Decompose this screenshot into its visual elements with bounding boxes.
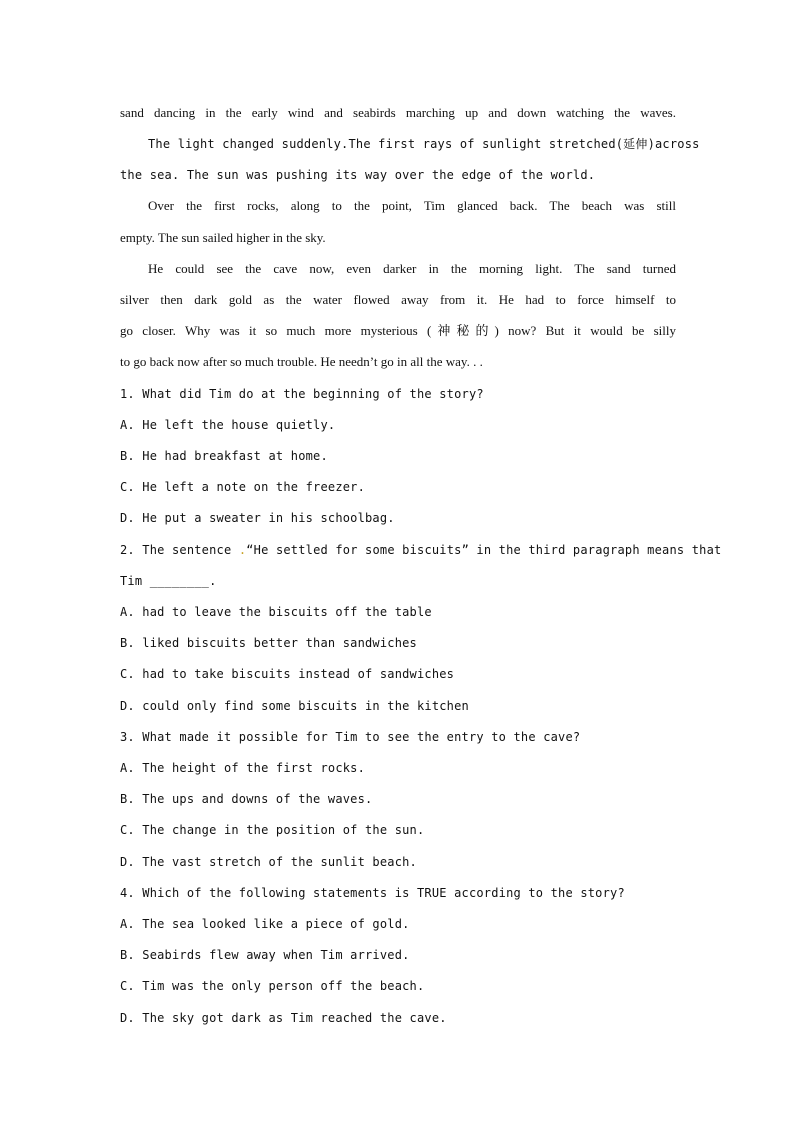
passage-line-9: to go back now after so much trouble. He needn’t go in all the way. . . (120, 354, 483, 369)
passage-line-7: silver then dark gold as the water flowed away from it. He had to force himself to (120, 292, 676, 307)
question-1-stem: 1. What did Tim do at the beginning of the story? (120, 387, 484, 401)
question-2-stem-mark: . (238, 543, 247, 557)
passage-line-8: go closer. Why was it so much more mysterious (神秘的) now? But it would be silly (120, 323, 676, 338)
question-2-option-a: A. had to leave the biscuits off the table (120, 605, 432, 619)
question-3-option-a: A. The height of the first rocks. (120, 761, 366, 775)
question-3-stem: 3. What made it possible for Tim to see the entry to the cave? (120, 730, 581, 744)
question-2-stem-part2: “He settled for some biscuits” in the third paragraph means that (246, 543, 722, 557)
question-3-option-d: D. The vast stretch of the sunlit beach. (120, 855, 417, 869)
question-2-stem-line2: Tim ________. (120, 574, 217, 588)
question-3-option-c: C. The change in the position of the sun. (120, 823, 425, 837)
question-2-stem (120, 542, 722, 558)
passage-line-5: empty. The sun sailed higher in the sky. (120, 230, 326, 245)
passage-line-2: The light changed suddenly.The first rays of sunlight stretched(延伸)across (148, 137, 700, 151)
question-1-option-d: D. He put a sweater in his schoolbag. (120, 511, 395, 525)
passage-line-4: Over the first rocks, along to the point, Tim glanced back. The beach was still (148, 198, 676, 213)
question-1-option-a: A. He left the house quietly. (120, 418, 336, 432)
question-1-option-c: C. He left a note on the freezer. (120, 480, 366, 494)
question-1-option-b: B. He had breakfast at home. (120, 449, 328, 463)
passage-line-3: the sea. The sun was pushing its way over the edge of the world. (120, 168, 596, 182)
question-2-option-d: D. could only find some biscuits in the kitchen (120, 699, 469, 713)
passage-line-1: sand dancing in the early wind and seabirds marching up and down watching the waves. (120, 105, 676, 120)
question-2-option-b: B. liked biscuits better than sandwiches (120, 636, 417, 650)
question-4-option-c: C. Tim was the only person off the beach. (120, 979, 425, 993)
passage-line-6: He could see the cave now, even darker in the morning light. The sand turned (148, 261, 676, 276)
question-4-option-a: A. The sea looked like a piece of gold. (120, 917, 410, 931)
question-2-option-c: C. had to take biscuits instead of sandwiches (120, 667, 455, 681)
question-4-stem: 4. Which of the following statements is TRUE according to the story? (120, 886, 625, 900)
question-4-option-b: B. Seabirds flew away when Tim arrived. (120, 948, 410, 962)
question-3-option-b: B. The ups and downs of the waves. (120, 792, 373, 806)
question-2-stem-part1: 2. The sentence (120, 543, 232, 557)
question-4-option-d: D. The sky got dark as Tim reached the cave. (120, 1011, 447, 1025)
